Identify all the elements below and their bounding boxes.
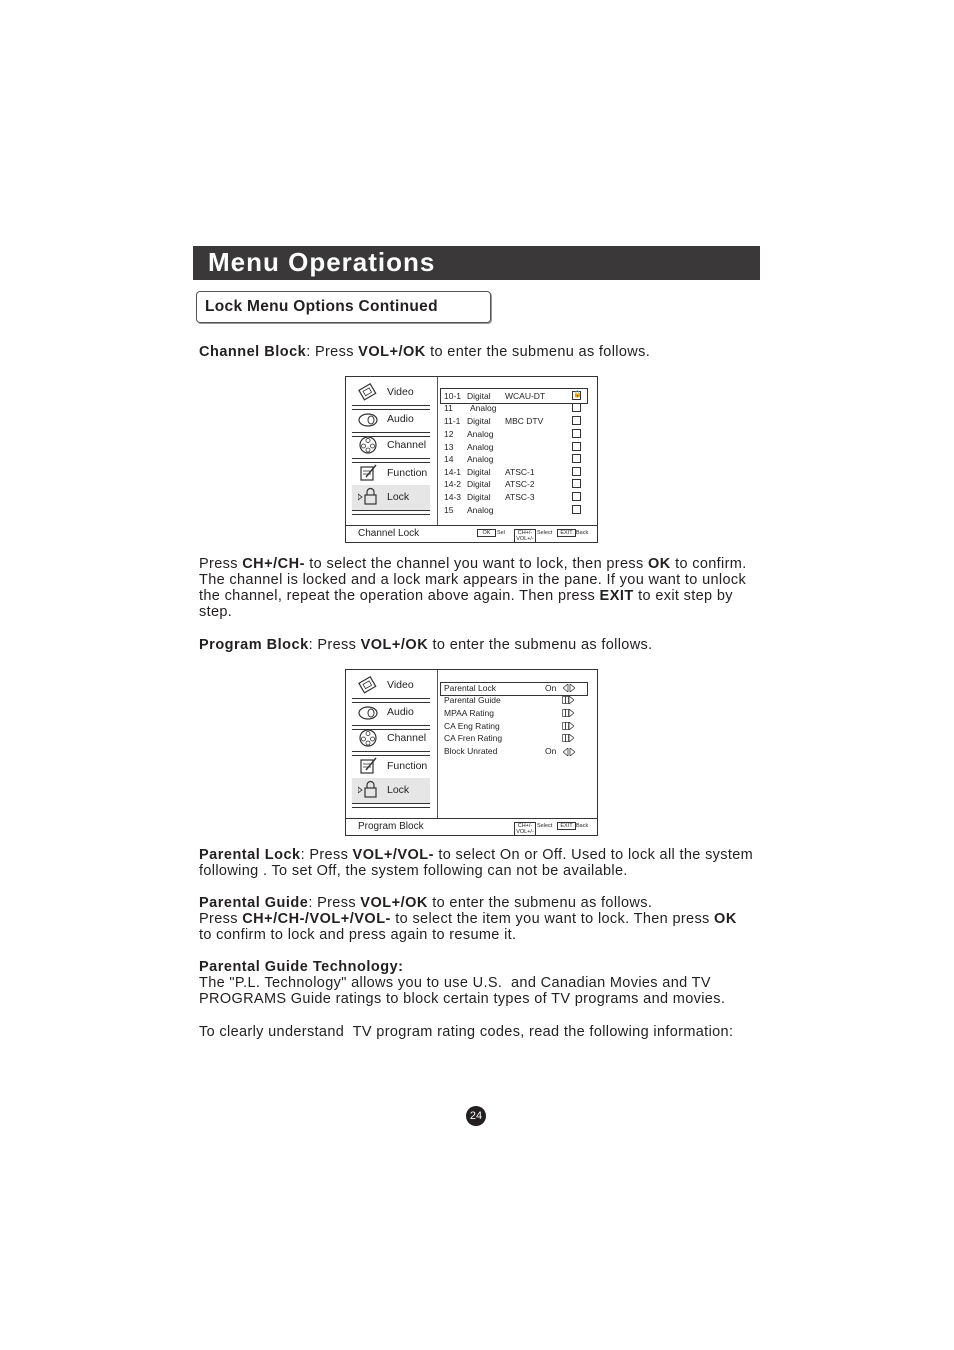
closing-paragraph: To clearly understand TV program rating codes, read the following information: — [199, 1024, 734, 1040]
program-item-mpaa-rating[interactable]: MPAA Rating — [444, 707, 589, 719]
program-item-ca-fren-rating[interactable]: CA Fren Rating — [444, 732, 589, 744]
parental-lock-paragraph: Parental Lock: Press VOL+/VOL- to select On or Off. Used to lock all the system following . To set Off, the system following can not be available. — [199, 847, 754, 879]
pg-technology-paragraph: Parental Guide Technology: The "P.L. Technology" allows you to use U.S. and Canadian Movies and TV PROGRAMS Guide ratings to block certain types of TV programs and movies. — [199, 959, 726, 1007]
channel-row[interactable]: 13 Analog — [440, 441, 590, 453]
osd-footer-title: Channel Lock — [358, 528, 420, 539]
menu-item-audio[interactable]: Audio — [352, 700, 430, 726]
channel-row[interactable]: 14-3 Digital ATSC-3 — [440, 491, 590, 503]
reel-icon — [358, 435, 378, 455]
menu-item-channel[interactable]: Channel — [352, 433, 430, 459]
tv-icon — [358, 675, 378, 695]
back-hint: Back — [576, 530, 589, 536]
tv-icon — [358, 382, 378, 402]
enter-submenu-icon[interactable] — [562, 734, 574, 742]
menu-item-lock[interactable]: Lock — [352, 778, 430, 804]
lock-checkbox[interactable]: 🔒 — [573, 391, 582, 398]
lock-checkbox[interactable] — [572, 429, 581, 438]
lock-icon — [358, 780, 378, 800]
lock-checkbox[interactable] — [572, 454, 581, 463]
program-item-parental-lock[interactable]: Parental Lock On — [444, 682, 589, 694]
osd-footer — [346, 525, 597, 542]
lock-checkbox[interactable] — [572, 467, 581, 476]
osd-divider — [437, 377, 438, 525]
lock-checkbox[interactable] — [572, 442, 581, 451]
channel-row[interactable]: 14 Analog — [440, 453, 590, 465]
menu-item-channel[interactable]: Channel — [352, 726, 430, 752]
program-block-intro: Program Block: Press VOL+/OK to enter the submenu as follows. — [199, 637, 653, 653]
menu-item-video[interactable]: Video — [352, 673, 430, 699]
osd-divider — [437, 670, 438, 818]
channel-row[interactable]: 12 Analog — [440, 428, 590, 440]
channel-row[interactable]: 11 Analog — [440, 402, 590, 414]
channel-block-intro: Channel Block: Press VOL+/OK to enter the submenu as follows. — [199, 344, 651, 360]
program-block-osd — [345, 669, 598, 836]
ch-vol-key: CH+/- VOL+/- — [514, 822, 536, 836]
menu-item-video[interactable]: Video — [352, 380, 430, 406]
notepad-icon — [358, 756, 378, 776]
exit-key: EXIT — [557, 529, 576, 537]
ok-key: OK — [477, 529, 496, 537]
page-number: 24 — [466, 1106, 486, 1126]
program-item-ca-eng-rating[interactable]: CA Eng Rating — [444, 720, 589, 732]
osd-footer-title: Program Block — [358, 821, 424, 832]
section-heading: Lock Menu Options Continued — [205, 298, 438, 315]
lock-checkbox[interactable] — [572, 403, 581, 412]
channel-row[interactable]: 15 Analog — [440, 504, 590, 516]
left-right-arrows-icon[interactable] — [563, 684, 575, 692]
notepad-icon — [358, 463, 378, 483]
channel-row[interactable]: 11-1 Digital MBC DTV — [440, 415, 590, 427]
channel-lock-instructions: Press CH+/CH- to select the channel you want to lock, then press OK to confirm. The channel is locked and a lock mark appears in the pane. If you want to unlock the channel, repeat the operation above again. Then press EXIT to exit step by step. — [199, 556, 747, 620]
enter-submenu-icon[interactable] — [562, 709, 574, 717]
program-item-block-unrated[interactable]: Block Unrated On — [444, 745, 589, 757]
osd-footer — [346, 818, 597, 835]
menu-item-audio[interactable]: Audio — [352, 407, 430, 433]
lock-icon — [358, 487, 378, 507]
channel-row[interactable]: 10-1 Digital WCAU-DT 🔒 — [444, 391, 582, 401]
left-right-arrows-icon[interactable] — [563, 748, 575, 756]
lock-checkbox[interactable] — [572, 479, 581, 488]
sel-hint: Sel — [497, 530, 505, 536]
lock-checkbox[interactable] — [572, 416, 581, 425]
enter-submenu-icon[interactable] — [562, 722, 574, 730]
back-hint: Back — [576, 823, 589, 829]
speaker-icon — [358, 702, 378, 722]
select-hint: Select — [537, 530, 553, 536]
lock-checkbox[interactable] — [572, 505, 581, 514]
enter-submenu-icon[interactable] — [562, 696, 574, 704]
select-hint: Select — [537, 823, 553, 829]
menu-item-function[interactable]: Function — [352, 754, 430, 780]
ch-vol-key: CH+/- VOL+/- — [514, 529, 536, 543]
parental-guide-paragraph: Parental Guide: Press VOL+/OK to enter the submenu as follows. Press CH+/CH-/VOL+/VOL- to select the item you want to lock. Then press OK to confirm to lock and press again to resume it. — [199, 895, 737, 943]
channel-row[interactable]: 14-1 Digital ATSC-1 — [440, 466, 590, 478]
menu-item-function[interactable]: Function — [352, 461, 430, 487]
channel-lock-osd — [345, 376, 598, 543]
menu-item-lock[interactable]: Lock — [352, 485, 430, 511]
program-item-parental-guide[interactable]: Parental Guide — [444, 694, 589, 706]
page-title: Menu Operations — [208, 247, 436, 277]
exit-key: EXIT — [557, 822, 576, 830]
speaker-icon — [358, 409, 378, 429]
reel-icon — [358, 728, 378, 748]
channel-row[interactable]: 14-2 Digital ATSC-2 — [440, 478, 590, 490]
lock-checkbox[interactable] — [572, 492, 581, 501]
